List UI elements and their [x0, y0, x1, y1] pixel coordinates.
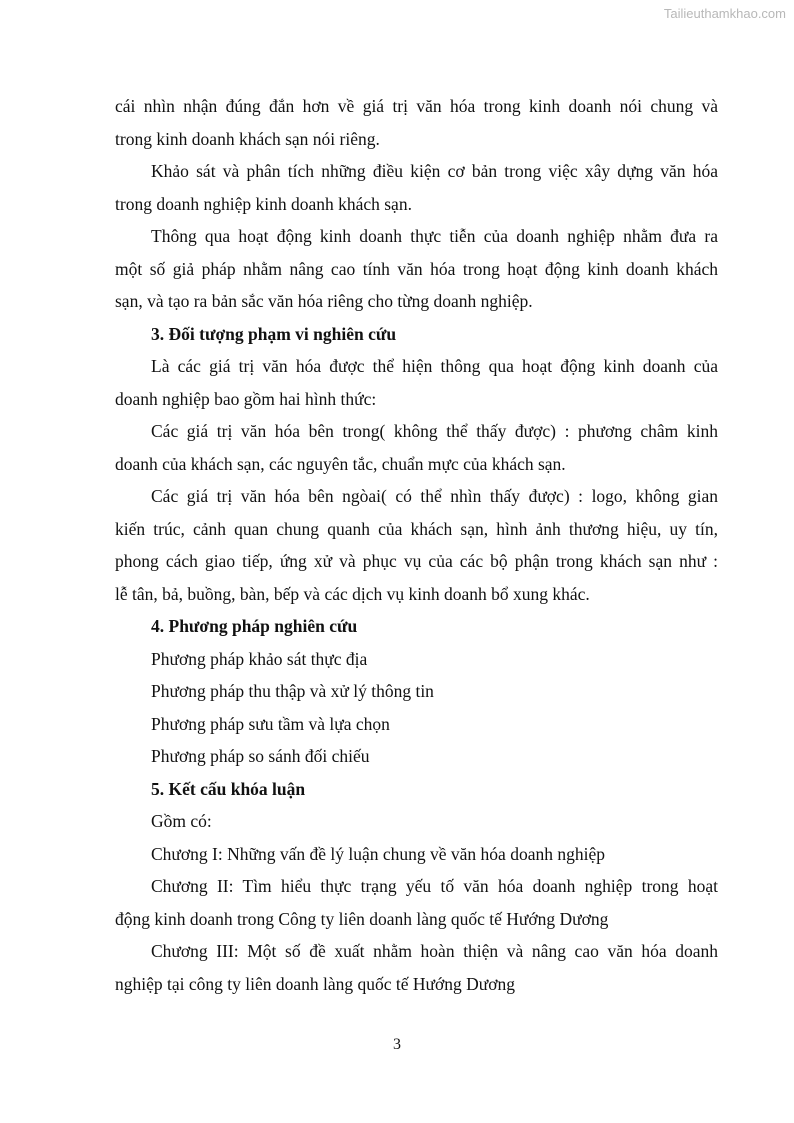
section-heading-5: 5. Kết cấu khóa luận	[151, 778, 306, 799]
paragraph-line: lễ tân, bả, buồng, bàn, bếp và các dịch vụ kinh doanh bổ xung khác.	[115, 583, 590, 604]
paragraph-line: Là các giá trị văn hóa được thể hiện thông qua hoạt động kinh doanh của	[151, 356, 718, 376]
method-item: Phương pháp thu thập và xử lý thông tin	[151, 681, 434, 701]
paragraph-line: Khảo sát và phân tích những điều kiện cơ bản trong việc xây dựng văn hóa	[151, 161, 718, 181]
chapter-item: Chương II: Tìm hiểu thực trạng yếu tố văn hóa doanh nghiệp trong hoạt	[151, 876, 718, 896]
paragraph-line: phong cách giao tiếp, ứng xử và phục vụ của các bộ phận trong khách sạn như :	[115, 551, 718, 571]
chapter-item: Chương I: Những vấn đề lý luận chung về văn hóa doanh nghiệp	[151, 843, 605, 864]
paragraph-line: Gồm có:	[151, 811, 212, 831]
paragraph-line: kiến trúc, cảnh quan chung quanh của khách sạn, hình ảnh thương hiệu, uy tín,	[115, 518, 718, 539]
paragraph-line: doanh của khách sạn, các nguyên tắc, chuẩn mực của khách sạn.	[115, 453, 566, 474]
paragraph-line: cái nhìn nhận đúng đắn hơn về giá trị văn hóa trong kinh doanh nói chung và	[115, 96, 718, 116]
paragraph-line: sạn, và tạo ra bản sắc văn hóa riêng cho từng doanh nghiệp.	[115, 291, 533, 311]
paragraph-line: nghiệp tại công ty liên doanh làng quốc tế Hướng Dương	[115, 973, 516, 994]
chapter-item: Chương III: Một số đề xuất nhằm hoàn thiện và nâng cao văn hóa doanh	[151, 941, 718, 961]
paragraph-line: Các giá trị văn hóa bên ngòai( có thể nhìn thấy được) : logo, không gian	[151, 486, 718, 506]
paragraph-line: Các giá trị văn hóa bên trong( không thể thấy được) : phương châm kinh	[151, 421, 718, 441]
paragraph-line: doanh nghiệp bao gồm hai hình thức:	[115, 388, 377, 409]
paragraph-line: trong doanh nghiệp kinh doanh khách sạn.	[115, 193, 412, 214]
paragraph-line: Thông qua hoạt động kinh doanh thực tiễn của doanh nghiệp nhằm đưa ra	[151, 226, 718, 246]
paragraph-line: trong kinh doanh khách sạn nói riêng.	[115, 128, 380, 149]
paragraph-line: một số giả pháp nhằm nâng cao tính văn hóa trong hoạt động kinh doanh khách	[115, 258, 718, 279]
method-item: Phương pháp so sánh đối chiếu	[151, 746, 370, 766]
paragraph-line: động kinh doanh trong Công ty liên doanh làng quốc tế Hướng Dương	[115, 908, 609, 929]
section-heading-4: 4. Phương pháp nghiên cứu	[151, 616, 358, 636]
method-item: Phương pháp khảo sát thực địa	[151, 648, 368, 669]
page-number: 3	[393, 1036, 401, 1053]
document-body	[115, 90, 718, 1000]
section-heading-3: 3. Đối tượng phạm vi nghiên cứu	[151, 323, 397, 344]
method-item: Phương pháp sưu tầm và lựa chọn	[151, 713, 390, 734]
watermark-text: Tailieuthamkhao.com	[663, 6, 786, 21]
